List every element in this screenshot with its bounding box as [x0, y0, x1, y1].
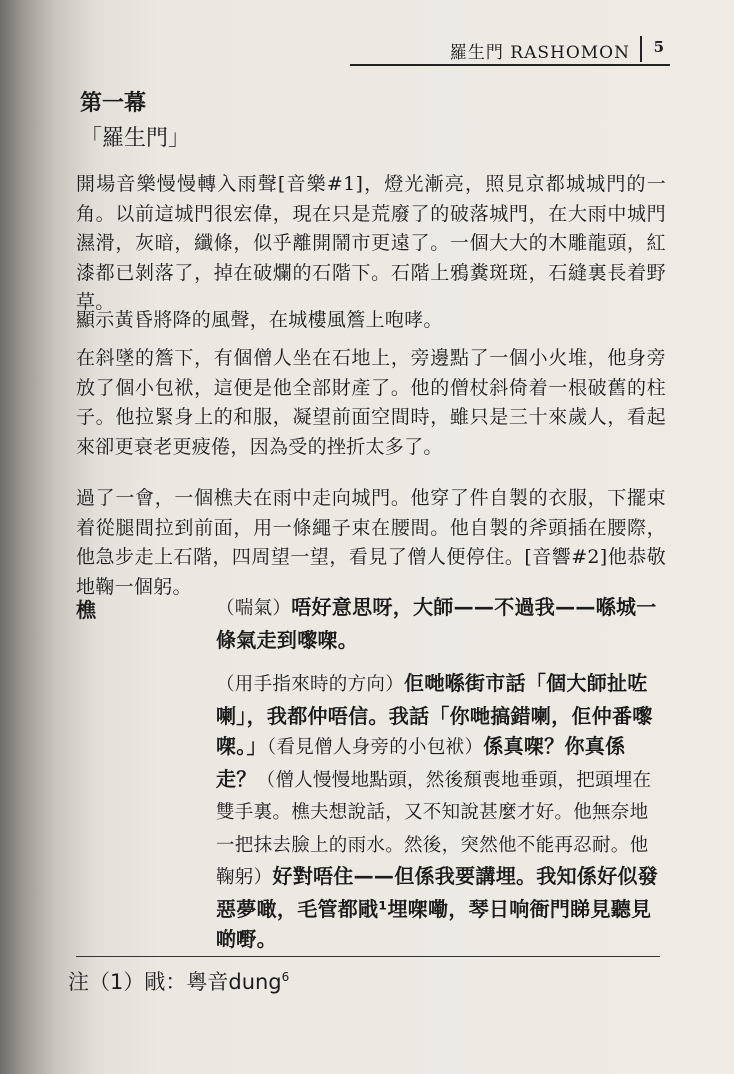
- stage-paragraph-1: 開場音樂慢慢轉入雨聲[音樂#1]，燈光漸亮，照見京都城城門的一角。以前這城門很宏偉，現在只是荒廢了的破落城門，在大雨中城門濕滑，灰暗，纖條，似乎離開鬧市更遠了。一個大大的木雕龍頭，紅漆都已剝落了，掉在破爛的石階下。石階上鴉糞斑斑，石縫裏長着野草。: [76, 173, 666, 313]
- header-separator: [640, 36, 642, 62]
- dialog-line-1: [216, 592, 661, 655]
- dialog-line-2: [216, 668, 661, 955]
- act-title: 第一幕: [80, 91, 147, 116]
- footnote-tone: 6: [281, 970, 290, 984]
- stage-paragraph-4: 過了一會，一個樵夫在雨中走向城門。他穿了件自製的衣服，下擺束着從腿間拉到前面，用一條繩子束在腰間。他自製的斧頭插在腰際，他急步走上石階，四周望一望，看見了僧人便停住。[音響#2]他恭敬地鞠一個躬。: [76, 487, 666, 598]
- dialog-direction: （用手指來時的方向）: [216, 674, 405, 695]
- running-header: [350, 38, 670, 66]
- page-number: 5: [653, 38, 664, 56]
- dialog-direction: （喘氣）: [216, 598, 292, 619]
- dialog-speech: 佢哋喺街市話「個大師扯咗喇」，我都仲唔信。我話「你哋搞錯喇，佢仲番嚟㗎。」: [216, 671, 653, 758]
- footnote-text: 注（1）戙：粵音dung: [68, 970, 282, 994]
- scene-title: 「羅生門」: [80, 126, 191, 151]
- stage-paragraph-3: 在斜墜的簷下，有個僧人坐在石地上，旁邊點了一個小火堆，他身旁放了個小包袱，這便是他全部財產了。他的僧杖斜倚着一根破舊的柱子。他拉緊身上的和服，凝望前面空間時，雖只是三十來歲人，看起來卻更衰老更疲倦，因為受的挫折太多了。: [76, 347, 666, 458]
- speaker-name: 樵: [76, 598, 96, 622]
- dialog-speech: 唔好意思呀，大師——不過我——喺城一條氣走到嚟㗎。: [216, 595, 657, 652]
- footnote-rule: [76, 956, 660, 957]
- dialog-speech: 好對唔住——但係我要講埋。我知係好似發惡夢噉，毛管都戙¹埋㗎嘞，琴日响衙門睇見聽見啲嘢。: [216, 864, 659, 951]
- dialog-speech: 係真㗎？你真係走？: [216, 734, 626, 791]
- stage-paragraph-2: 顯示黃昏將降的風聲，在城樓風簷上咆哮。: [76, 309, 443, 331]
- footnote: [68, 966, 289, 996]
- dialog-direction: （僧人慢慢地點頭，然後頹喪地垂頭，把頭埋在雙手裏。樵夫想說話，又不知說甚麼才好。他無奈地一把抹去臉上的雨水。然後，突然他不能再忍耐。他鞠躬）: [216, 769, 652, 888]
- header-title: 羅生門 RASHOMON: [449, 43, 630, 63]
- dialog-direction: （看見僧人身旁的小包袱）: [266, 737, 484, 758]
